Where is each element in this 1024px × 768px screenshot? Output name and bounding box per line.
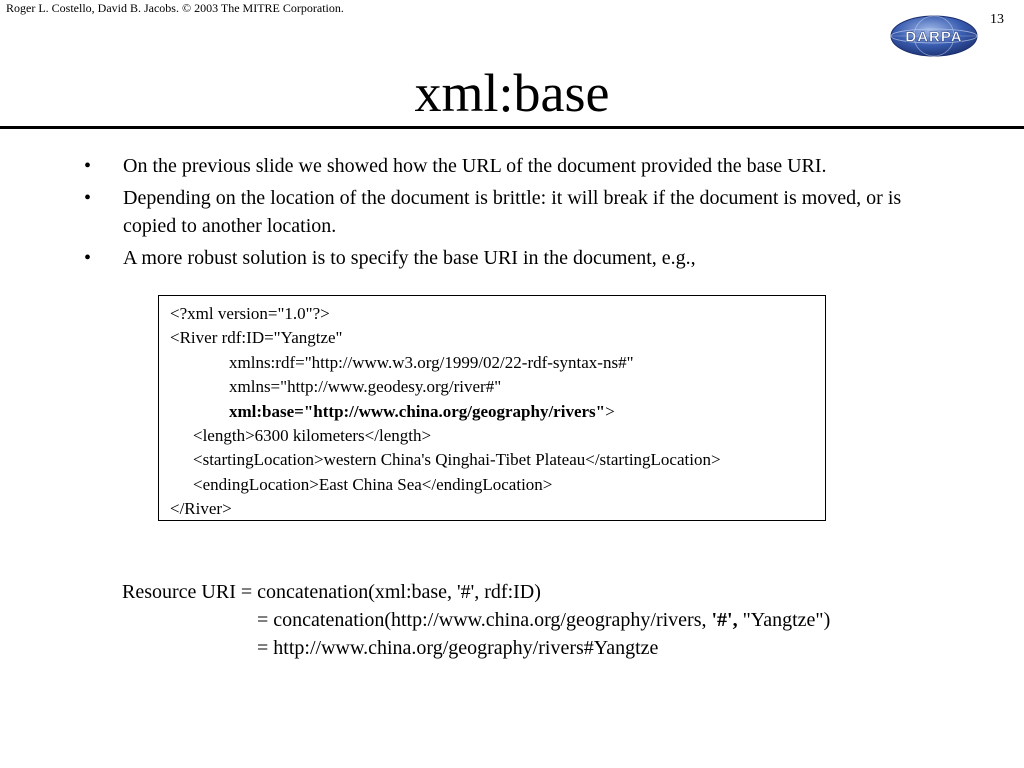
bullet-text: On the previous slide we showed how the URL of the document provided the base URI. [123, 155, 827, 177]
xml-code-box [158, 295, 826, 521]
darpa-logo [889, 14, 979, 58]
bullet-text: A more robust solution is to specify the base URI in the document, e.g., [123, 247, 696, 269]
resource-line-hash: '#', [711, 609, 738, 631]
bullet-item [84, 244, 914, 272]
bullet-glyph: • [84, 187, 92, 209]
code-line: <?xml version="1.0"?> [170, 304, 330, 323]
page-number: 13 [990, 12, 1004, 27]
tag-close: > [605, 401, 615, 421]
code-line: <River rdf:ID="Yangtze" [170, 328, 343, 348]
bullet-item [84, 152, 914, 180]
bullet-item [84, 184, 914, 240]
resource-line-prefix: = concatenation(http://www.china.org/geography/rivers, [257, 609, 712, 631]
code-line: <endingLocation>East China Sea</endingLocation> [193, 474, 553, 494]
code-line-xml-base [170, 400, 825, 424]
copyright-credit: Roger L. Costello, David B. Jacobs. © 2003 The MITRE Corporation. [6, 1, 344, 15]
resource-line: Resource URI = concatenation(xml:base, '#', rdf:ID) [122, 581, 541, 603]
resource-line [122, 606, 830, 634]
resource-line: = http://www.china.org/geography/rivers#Yangtze [257, 637, 659, 659]
bullet-list [84, 152, 914, 276]
bullet-glyph: • [84, 247, 92, 269]
bullet-text: Depending on the location of the document is brittle: it will break if the document is moved, or is copied to another location. [123, 187, 902, 237]
slide-title: xml:base [414, 63, 610, 123]
code-line: <length>6300 kilometers</length> [193, 425, 432, 445]
code-line: </River> [170, 499, 232, 519]
code-line: <startingLocation>western China's Qinghai-Tibet Plateau</startingLocation> [193, 450, 721, 470]
code-line: xmlns="http://www.geodesy.org/river#" [229, 377, 502, 397]
logo-text: DARPA [905, 28, 963, 46]
title-divider [0, 126, 1024, 129]
code-line: xmlns:rdf="http://www.w3.org/1999/02/22-rdf-syntax-ns#" [229, 352, 634, 372]
resource-uri-explanation [122, 578, 830, 662]
xml-base-attribute: xml:base="http://www.china.org/geography/rivers" [229, 401, 606, 421]
bullet-glyph: • [84, 155, 92, 177]
resource-line-suffix: "Yangtze") [737, 609, 831, 631]
